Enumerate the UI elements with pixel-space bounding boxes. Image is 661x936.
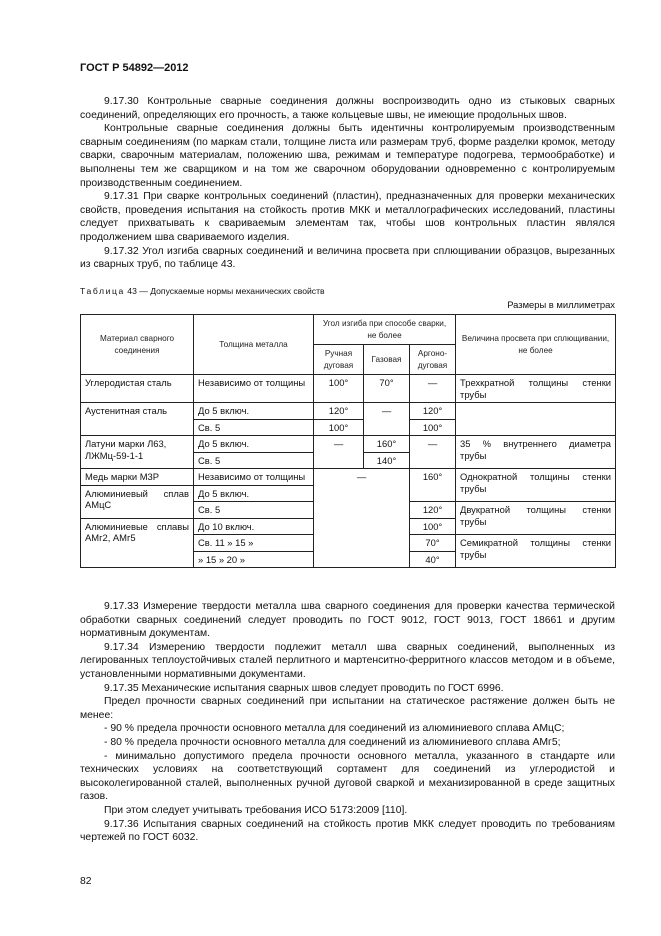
page-number: 82 (80, 876, 92, 887)
cell-manual: 120° (314, 403, 364, 420)
table-row (81, 469, 616, 486)
header-angle: Угол изгиба при способе сварки, не более (314, 315, 456, 345)
cell-gas: 160° (364, 436, 410, 453)
cell-gas: — (364, 403, 410, 436)
mechanical-properties-table (80, 314, 616, 568)
list-item: - 90 % предела прочности основного металла для соединений из алюминиевого сплава АМцС; (104, 723, 565, 735)
cell-argon: 160° (410, 469, 456, 502)
cell-material: Алюминиевые сплавы АМг2, АМг5 (81, 518, 194, 568)
cell-material: Латуни марки Л63, ЛЖМц-59-1-1 (81, 436, 194, 469)
table-row (81, 436, 616, 453)
cell-thickness: До 5 включ. (194, 403, 314, 420)
cell-argon: 70° (410, 535, 456, 552)
paragraph: Контрольные сварные соединения должны быть идентичны контролируемым производственным сварным соединениям (по маркам стали, толщине листа или размерам труб, форме разделки кромок, методу сварки, сварочным материалам, положению шва, режимам и температуре подогрева, термообработке) и выполнены тем же сварщиком и на том же сварочном оборудовании одновременно с контролируемым производственным соединением. (80, 123, 615, 189)
table-units: Размеры в миллиметрах (507, 299, 615, 310)
table-caption-label: Таблица (80, 286, 125, 296)
cell-thickness: Св. 11 » 15 » (194, 535, 314, 552)
cell-thickness: » 15 » 20 » (194, 551, 314, 568)
list-item: - минимально допустимого предела прочности основного металла, указанного в стандарте или технических условиях на соответствующий сортамент для соединений из углеродистой и высоколегированной сталей, выполненных ручной дуговой сваркой и механизированной в среде защитных газов. (80, 750, 615, 803)
paragraph: 9.17.34 Измерению твердости подлежит металл шва сварных соединений, выполненных из легированных теплоустойчивых сталей перлитного и мартенситно-ферритного классов методом и в объеме, установленными нормативными документами. (80, 641, 615, 680)
paragraph: Предел прочности сварных соединений при испытании на статическое растяжение должен быть не менее: (80, 696, 615, 721)
cell-gap: Двукратной толщины стенки трубы (456, 502, 616, 535)
cell-thickness: Св. 5 (194, 452, 314, 469)
table-row (81, 403, 616, 420)
cell-material: Алюминиевый сплав АМцС (81, 485, 194, 518)
cell-manual-gas: — (314, 469, 410, 568)
header-gas: Газовая (364, 345, 410, 375)
cell-argon: 100° (410, 419, 456, 436)
cell-gap: Трехкратной толщины стенки трубы (456, 375, 616, 403)
cell-material: Аустенитная сталь (81, 403, 194, 436)
cell-gap: Однократной толщины стенки трубы (456, 469, 616, 502)
cell-thickness: Независимо от толщины (194, 375, 314, 403)
paragraph: 9.17.31 При сварке контрольных соединений (пластин), предназначенных для проверки механических свойств, проведения испытания на стойкость против МКК и металлографических исследований, пластины следует прихватывать к свариваемым элементам так, чтобы шов контрольных пластин являлся продолжением шва свариваемого изделия. (80, 191, 615, 243)
cell-material: Медь марки М3Р (81, 469, 194, 486)
paragraph: 9.17.33 Измерение твердости металла шва сварного соединения для проверки качества термической обработки сварных соединений следует проводить по ГОСТ 9012, ГОСТ 9013, ГОСТ 18661 и другим нормативным документам. (80, 601, 615, 640)
header-thickness: Толщина металла (194, 315, 314, 375)
cell-gap: 35 % внутреннего диаметра трубы (456, 436, 616, 469)
header-material: Материал сварного соединения (81, 315, 194, 375)
header-argon: Аргоно-дуговая (410, 345, 456, 375)
document-header: ГОСТ Р 54892—2012 (80, 62, 189, 74)
cell-argon: 120° (410, 403, 456, 420)
table-caption-text: 43 — Допускаемые нормы механических свойств (124, 286, 325, 296)
cell-manual: 100° (314, 375, 364, 403)
list-item: - 80 % предела прочности основного металла для соединений из алюминиевого сплава АМг5; (104, 736, 561, 748)
cell-material: Углеродистая сталь (81, 375, 194, 403)
cell-thickness: Независимо от толщины (194, 469, 314, 486)
paragraph: При этом следует учитывать требования ИСО 5173:2009 [110]. (104, 804, 408, 816)
header-manual: Ручная дуговая (314, 345, 364, 375)
paragraph: 9.17.36 Испытания сварных соединений на стойкость против МКК следует проводить по требованиям чертежей по ГОСТ 6032. (80, 818, 615, 844)
text-block-bottom (80, 600, 615, 845)
cell-manual: — (314, 436, 364, 469)
cell-thickness: Св. 5 (194, 419, 314, 436)
cell-gas: 140° (364, 452, 410, 469)
cell-gas: 70° (364, 375, 410, 403)
table-caption (80, 286, 325, 296)
cell-argon: — (410, 436, 456, 469)
cell-gap: Семикратной толщины стенки трубы (456, 535, 616, 568)
cell-argon: 120° (410, 502, 456, 519)
cell-gap-empty (456, 403, 616, 436)
cell-argon: 100° (410, 518, 456, 535)
cell-thickness: До 10 включ. (194, 518, 314, 535)
cell-manual: 100° (314, 419, 364, 436)
header-gap: Величина просвета при сплющивании, не более (456, 315, 616, 375)
cell-argon: — (410, 375, 456, 403)
paragraph: 9.17.30 Контрольные сварные соединения должны воспроизводить одно из стыковых сварных соединений, определяющих его прочность, а также кольцевые швы, не имеющие продольных швов. (80, 96, 615, 121)
cell-thickness: До 5 включ. (194, 436, 314, 453)
table-row (81, 375, 616, 403)
cell-argon: 40° (410, 551, 456, 568)
cell-thickness: До 5 включ. (194, 485, 314, 502)
paragraph: 9.17.32 Угол изгиба сварных соединений и величина просвета при сплющивании образцов, вырезанных из сварных труб, по таблице 43. (80, 245, 615, 271)
text-block-top (80, 95, 615, 272)
cell-thickness: Св. 5 (194, 502, 314, 519)
paragraph: 9.17.35 Механические испытания сварных швов следует проводить по ГОСТ 6996. (104, 682, 504, 694)
